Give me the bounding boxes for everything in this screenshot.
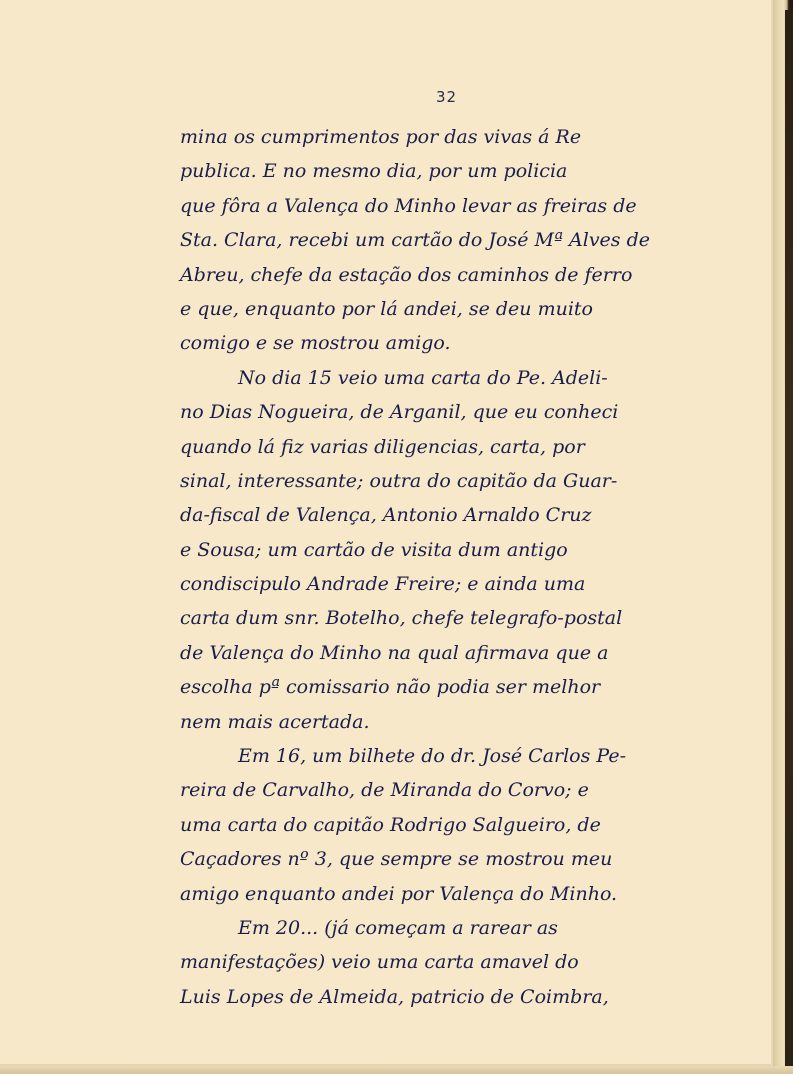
text-line: e que, enquanto por lá andei, se deu muito xyxy=(180,297,593,320)
text-line: sinal, interessante; outra do capitão da Guar- xyxy=(180,469,618,492)
text-line: Caçadores nº 3, que sempre se mostrou meu xyxy=(180,848,613,871)
text-line: mina os cumprimentos por das vivas á Re xyxy=(180,126,582,148)
text-line: No dia 15 veio uma carta do Pe. Adeli- xyxy=(238,366,608,389)
page-edge-right xyxy=(773,0,793,1074)
text-line: escolha pª comissario não podia ser melhor xyxy=(180,676,601,699)
text-line: quando lá fiz varias diligencias, carta, por xyxy=(180,435,585,458)
text-line: condiscipulo Andrade Freire; e ainda uma xyxy=(180,573,586,596)
text-line: Em 16, um bilhete do dr. José Carlos Pe- xyxy=(238,745,627,768)
text-line: Em 20... (já começam a rarear as xyxy=(238,916,558,939)
text-line: no Dias Nogueira, de Arganil, que eu conheci xyxy=(180,401,619,424)
text-line: e Sousa; um cartão de visita dum antigo xyxy=(180,538,568,561)
text-line: manifestações) veio uma carta amavel do xyxy=(180,951,579,974)
page-number: 32 xyxy=(435,88,458,106)
text-line: Abreu, chefe da estação dos caminhos de ferro xyxy=(180,263,633,286)
text-line: de Valença do Minho na qual afirmava que a xyxy=(180,641,609,664)
handwritten-text-block xyxy=(180,120,680,1014)
text-line: reira de Carvalho, de Miranda do Corvo; e xyxy=(180,779,589,802)
text-line: Sta. Clara, recebi um cartão do José Mª Alves de xyxy=(180,229,650,252)
text-line: amigo enquanto andei por Valença do Minho. xyxy=(180,882,618,905)
text-line: Luis Lopes de Almeida, patricio de Coimbra, xyxy=(180,985,609,1008)
text-line: da-fiscal de Valença, Antonio Arnaldo Cruz xyxy=(180,504,592,527)
text-line: comigo e se mostrou amigo. xyxy=(180,332,451,355)
text-line: publica. E no mesmo dia, por um policia xyxy=(180,160,568,183)
text-line: nem mais acertada. xyxy=(180,710,370,733)
text-line: uma carta do capitão Rodrigo Salgueiro, de xyxy=(180,813,601,836)
text-line: carta dum snr. Botelho, chefe telegrafo-postal xyxy=(180,607,623,630)
page-edge-bottom xyxy=(0,1066,793,1074)
text-line: que fôra a Valença do Minho levar as freiras de xyxy=(180,194,637,217)
